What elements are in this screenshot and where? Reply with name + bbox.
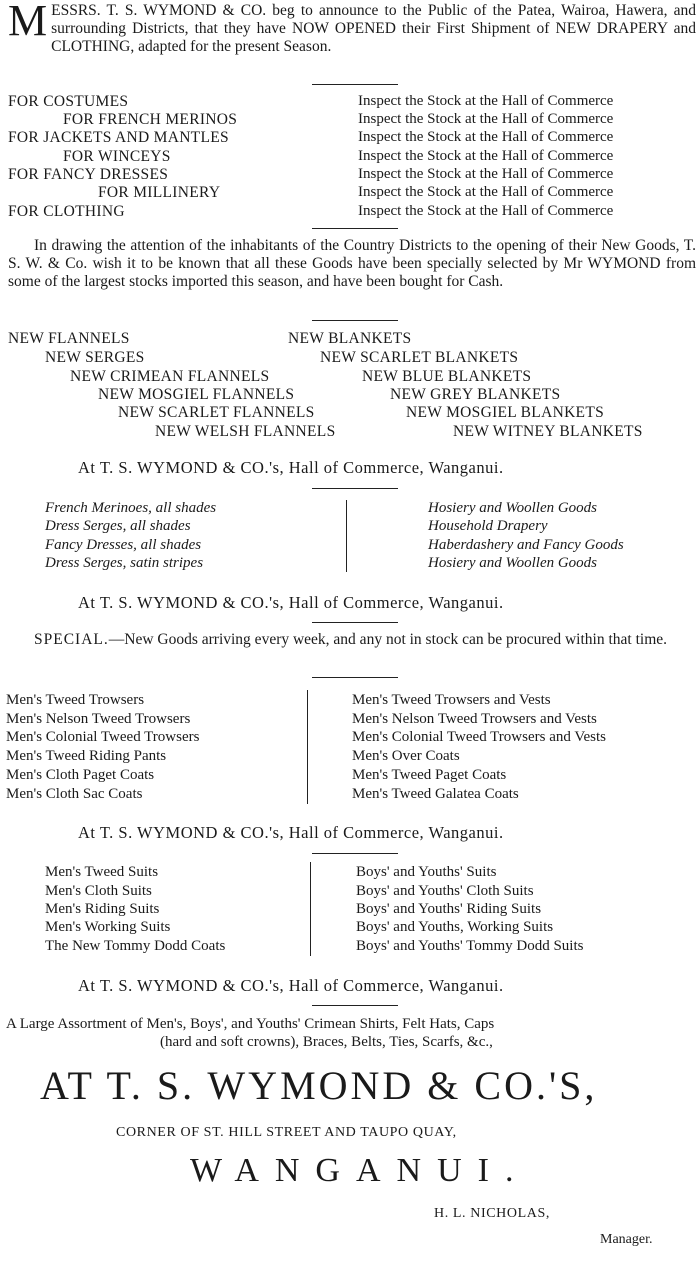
trowsers-left-item: Men's Cloth Sac Coats [6, 786, 143, 802]
drapery-column-divider [346, 500, 347, 572]
suits-right-item: Boys' and Youths' Riding Suits [356, 901, 542, 917]
trowsers-left-item: Men's Colonial Tweed Trowsers [6, 729, 200, 745]
drapery-left-item: Dress Serges, satin stripes [45, 555, 204, 571]
drapery-right-item: Hosiery and Woollen Goods [428, 555, 598, 571]
signature-title: Manager. [600, 1232, 653, 1247]
new-goods-left: NEW SERGES [45, 349, 145, 366]
for-item-note: Inspect the Stock at the Hall of Commerce [358, 111, 614, 127]
for-item-note: Inspect the Stock at the Hall of Commerce [358, 148, 614, 164]
new-goods-right: NEW BLUE BLANKETS [362, 368, 532, 385]
at-line: At T. S. WYMOND & CO.'s, Hall of Commerce, Wanganui. [78, 823, 504, 842]
drapery-right-item: Haberdashery and Fancy Goods [428, 537, 624, 553]
drapery-left-item: Dress Serges, all shades [45, 518, 191, 534]
special-label: SPECIAL. [34, 631, 109, 648]
for-item-note: Inspect the Stock at the Hall of Commerce [358, 93, 614, 109]
for-item-label: FOR JACKETS AND MANTLES [8, 129, 229, 146]
footer-town: WANGANUI. [190, 1152, 530, 1189]
new-goods-right: NEW MOSGIEL BLANKETS [406, 404, 605, 421]
for-item-note: Inspect the Stock at the Hall of Commerce [358, 129, 614, 145]
trowsers-right-item: Men's Nelson Tweed Trowsers and Vests [352, 711, 597, 727]
suits-left-item: The New Tommy Dodd Coats [45, 938, 226, 954]
divider-6 [312, 677, 398, 678]
for-item-label: FOR MILLINERY [98, 184, 221, 201]
divider-4 [312, 488, 398, 489]
new-goods-left: NEW CRIMEAN FLANNELS [70, 368, 270, 385]
trowsers-left-item: Men's Cloth Paget Coats [6, 767, 155, 783]
suits-right-item: Boys' and Youths' Tommy Dodd Suits [356, 938, 584, 954]
new-goods-left: NEW FLANNELS [8, 330, 130, 347]
trowsers-left-item: Men's Tweed Trowsers [6, 692, 145, 708]
suits-left-item: Men's Cloth Suits [45, 883, 152, 899]
new-goods-left: NEW MOSGIEL FLANNELS [98, 386, 295, 403]
new-goods-right: NEW SCARLET BLANKETS [320, 349, 519, 366]
intro-paragraph [8, 2, 696, 56]
at-line: At T. S. WYMOND & CO.'s, Hall of Commerce, Wanganui. [78, 593, 504, 612]
drapery-left-item: Fancy Dresses, all shades [45, 537, 202, 553]
assortment-line-1: A Large Assortment of Men's, Boys', and Youths' Crimean Shirts, Felt Hats, Caps [6, 1016, 495, 1032]
at-line: At T. S. WYMOND & CO.'s, Hall of Commerce, Wanganui. [78, 458, 504, 477]
new-goods-left: NEW SCARLET FLANNELS [118, 404, 315, 421]
divider-7 [312, 853, 398, 854]
trowsers-right-item: Men's Tweed Paget Coats [352, 767, 507, 783]
suits-right-item: Boys' and Youths' Cloth Suits [356, 883, 534, 899]
divider-2 [312, 228, 398, 229]
special-text: —New Goods arriving every week, and any not in stock can be procured within that time. [108, 631, 668, 648]
drapery-left-item: French Merinoes, all shades [45, 500, 217, 516]
suits-left-item: Men's Working Suits [45, 919, 171, 935]
new-goods-right: NEW GREY BLANKETS [390, 386, 561, 403]
divider-5 [312, 622, 398, 623]
drop-cap: M [8, 0, 48, 45]
for-item-label: FOR WINCEYS [63, 148, 171, 165]
assortment-line-2: (hard and soft crowns), Braces, Belts, Ties, Scarfs, &c., [160, 1034, 493, 1050]
for-item-note: Inspect the Stock at the Hall of Commerce [358, 203, 614, 219]
new-goods-right: NEW BLANKETS [288, 330, 412, 347]
suits-left-item: Men's Riding Suits [45, 901, 160, 917]
for-item-label: FOR FRENCH MERINOS [63, 111, 238, 128]
trowsers-right-item: Men's Tweed Trowsers and Vests [352, 692, 551, 708]
intro-text: ESSRS. T. S. WYMOND & CO. beg to announce to the Public of the Patea, Wairoa, Hawera, and surrounding Districts, that they have NOW OPENED their First Shipment of NEW DRAPERY and CLOTHING, adapted for the present Season. [51, 2, 696, 55]
footer-store-name: AT T. S. WYMOND & CO.'S, [40, 1063, 598, 1108]
divider-3 [312, 320, 398, 321]
suits-right-item: Boys' and Youths, Working Suits [356, 919, 554, 935]
divider-1 [312, 84, 398, 85]
at-line: At T. S. WYMOND & CO.'s, Hall of Commerce, Wanganui. [78, 976, 504, 995]
signature-name: H. L. NICHOLAS, [434, 1206, 550, 1221]
drapery-right-item: Hosiery and Woollen Goods [428, 500, 598, 516]
attention-text: In drawing the attention of the inhabitants of the Country Districts to the opening of their New Goods, T. S. W. & Co. wish it to be known that all these Goods have been specially selected by Mr WYMOND from some of the largest stocks imported this season, and have been bought for Cash. [8, 237, 696, 290]
footer-address: CORNER OF ST. HILL STREET AND TAUPO QUAY, [116, 1125, 457, 1140]
for-item-label: FOR FANCY DRESSES [8, 166, 169, 183]
trowsers-column-divider [307, 690, 308, 804]
trowsers-left-item: Men's Tweed Riding Pants [6, 748, 167, 764]
suits-right-item: Boys' and Youths' Suits [356, 864, 497, 880]
new-goods-left: NEW WELSH FLANNELS [155, 423, 336, 440]
for-item-note: Inspect the Stock at the Hall of Commerce [358, 166, 614, 182]
trowsers-right-item: Men's Over Coats [352, 748, 460, 764]
trowsers-right-item: Men's Colonial Tweed Trowsers and Vests [352, 729, 607, 745]
attention-paragraph [8, 237, 696, 291]
for-item-label: FOR CLOTHING [8, 203, 125, 220]
for-item-note: Inspect the Stock at the Hall of Commerce [358, 184, 614, 200]
trowsers-right-item: Men's Tweed Galatea Coats [352, 786, 519, 802]
suits-column-divider [310, 862, 311, 956]
for-item-label: FOR COSTUMES [8, 93, 129, 110]
new-goods-right: NEW WITNEY BLANKETS [453, 423, 643, 440]
special-paragraph [8, 631, 696, 649]
suits-left-item: Men's Tweed Suits [45, 864, 159, 880]
divider-8 [312, 1005, 398, 1006]
drapery-right-item: Household Drapery [428, 518, 548, 534]
trowsers-left-item: Men's Nelson Tweed Trowsers [6, 711, 191, 727]
